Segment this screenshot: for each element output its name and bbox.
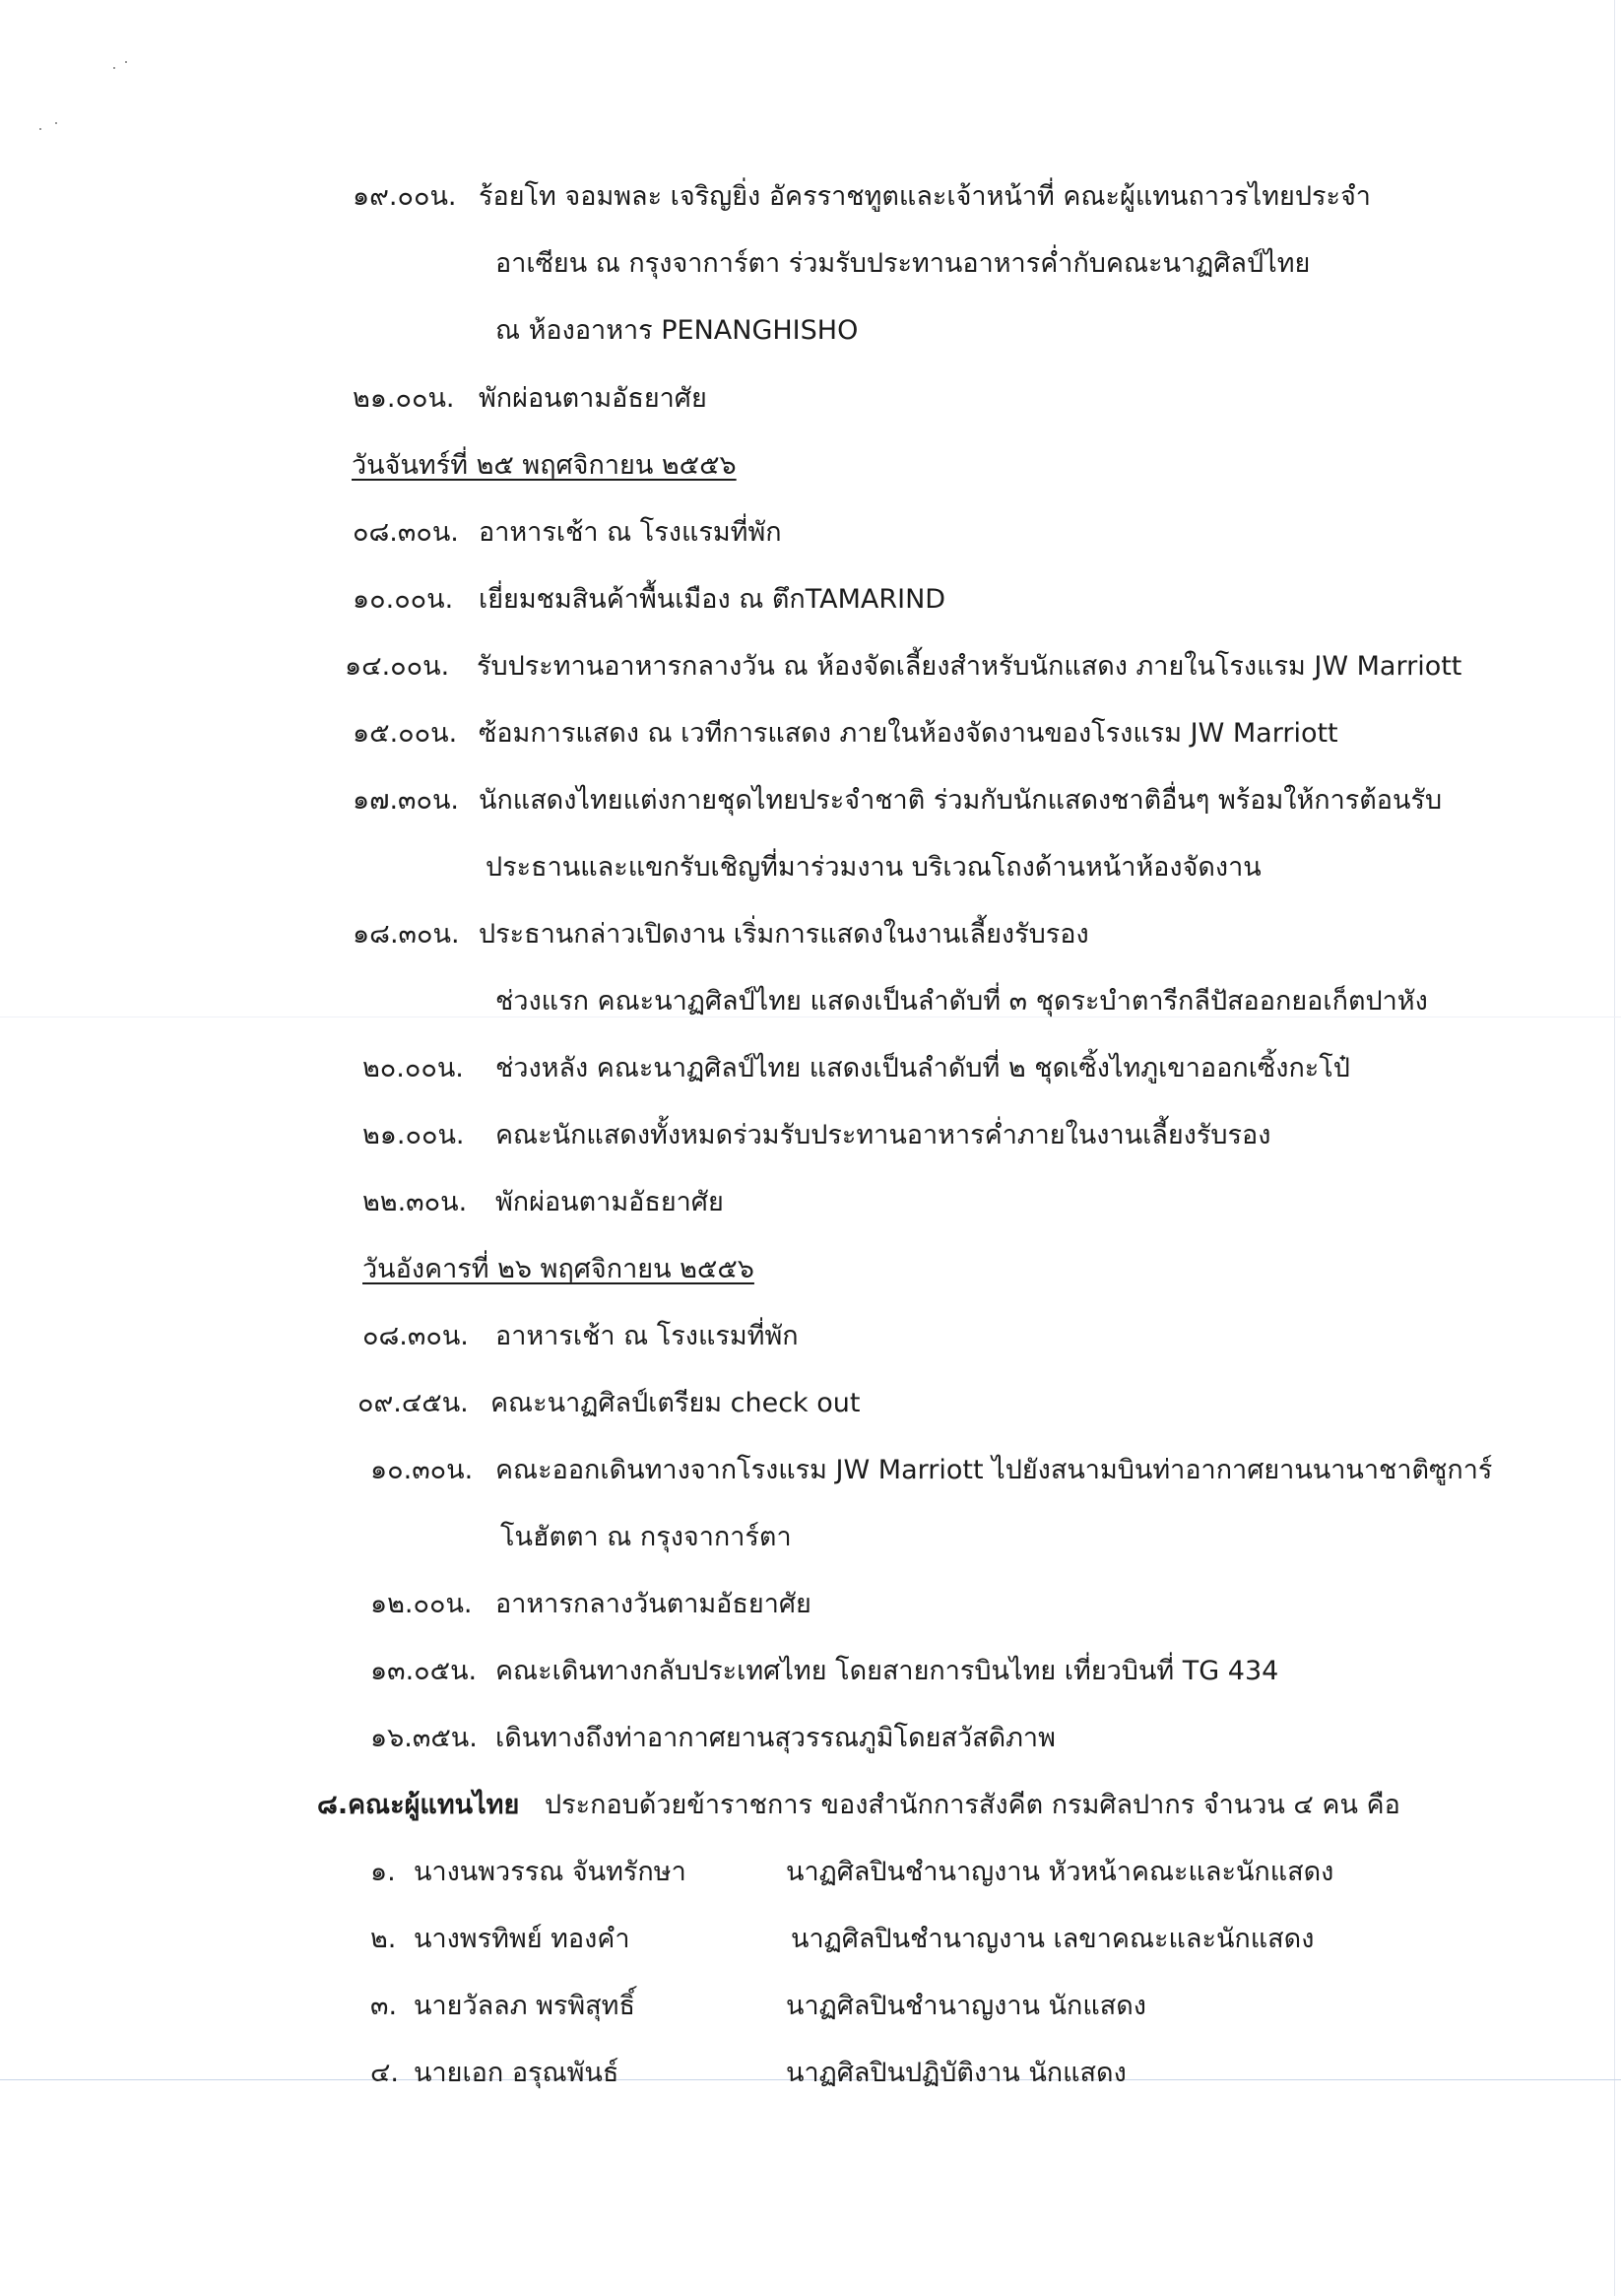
- schedule-time: ๐๙.๔๕น.: [357, 1388, 469, 1418]
- scan-speck: [113, 67, 115, 69]
- schedule-text: พักผ่อนตามอัธยาศัย: [479, 383, 707, 414]
- scan-speck: [39, 128, 41, 130]
- scan-speck: [125, 61, 127, 63]
- member-role: นาฏศิลปินชำนาญงาน นักแสดง: [786, 1991, 1146, 2021]
- scan-edge: [1614, 0, 1615, 2296]
- schedule-time: ๑๓.๐๕น.: [370, 1656, 478, 1686]
- schedule-text: ซ้อมการแสดง ณ เวทีการแสดง ภายในห้องจัดงานของโรงแรม JW Marriott: [479, 718, 1338, 749]
- schedule-time: ๑๐.๐๐น.: [353, 584, 454, 615]
- schedule-text: เดินทางถึงท่าอากาศยานสุวรรณภูมิโดยสวัสดิภาพ: [495, 1723, 1056, 1753]
- member-name: นายเอก อรุณพันธ์: [414, 2058, 619, 2088]
- scan-speck: [55, 122, 57, 124]
- schedule-time: ๐๘.๓๐น.: [362, 1321, 469, 1351]
- schedule-text: อาหารเช้า ณ โรงแรมที่พัก: [495, 1321, 799, 1351]
- delegation-description: ประกอบด้วยข้าราชการ ของสำนักการสังคีต กรมศิลปากร จำนวน ๔ คน คือ: [545, 1790, 1400, 1820]
- schedule-text: อาหารกลางวันตามอัธยาศัย: [495, 1589, 811, 1619]
- schedule-text: ช่วงหลัง คณะนาฏศิลป์ไทย แสดงเป็นลำดับที่ ๒ ชุดเซิ้งไทภูเขาออกเซิ้งกะโป๋: [495, 1053, 1350, 1083]
- member-name: นางพรทิพย์ ทองคำ: [414, 1924, 630, 1954]
- schedule-time: ๐๘.๓๐น.: [353, 517, 459, 548]
- schedule-time: ๑๔.๐๐น.: [345, 651, 450, 682]
- schedule-time: ๑๙.๐๐น.: [353, 181, 457, 212]
- member-number: ๑.: [370, 1857, 396, 1887]
- schedule-text: ร้อยโท จอมพละ เจริญยิ่ง อัครราชทูตและเจ้าหน้าที่ คณะผู้แทนถาวรไทยประจำ: [479, 181, 1371, 212]
- member-number: ๔.: [370, 2058, 400, 2088]
- delegation-title: คณะผู้แทนไทย: [348, 1790, 520, 1820]
- schedule-text: โนฮัตตา ณ กรุงจาการ์ตา: [500, 1522, 792, 1552]
- schedule-text: พักผ่อนตามอัธยาศัย: [495, 1187, 724, 1217]
- schedule-text: เยี่ยมชมสินค้าพื้นเมือง ณ ตึกTAMARIND: [479, 584, 946, 615]
- schedule-text: ประธานและแขกรับเชิญที่มาร่วมงาน บริเวณโถงด้านหน้าห้องจัดงาน: [486, 852, 1262, 883]
- member-role: นาฏศิลปินชำนาญงาน หัวหน้าคณะและนักแสดง: [786, 1857, 1334, 1887]
- member-role: นาฏศิลปินปฏิบัติงาน นักแสดง: [786, 2058, 1127, 2088]
- schedule-time: ๒๐.๐๐น.: [362, 1053, 464, 1083]
- schedule-time: ๒๒.๓๐น.: [362, 1187, 468, 1217]
- schedule-time: ๒๑.๐๐น.: [362, 1120, 465, 1150]
- schedule-time: ๑๐.๓๐น.: [370, 1455, 474, 1485]
- schedule-text: คณะออกเดินทางจากโรงแรม JW Marriott ไปยังสนามบินท่าอากาศยานนานาชาติซูการ์: [495, 1455, 1493, 1485]
- schedule-text: ประธานกล่าวเปิดงาน เริ่มการแสดงในงานเลี้ยงรับรอง: [479, 919, 1089, 950]
- schedule-time: ๑๒.๐๐น.: [370, 1589, 473, 1619]
- day-heading: วันอังคารที่ ๒๖ พฤศจิกายน ๒๕๕๖: [362, 1254, 754, 1284]
- schedule-text: นักแสดงไทยแต่งกายชุดไทยประจำชาติ ร่วมกับนักแสดงชาติอื่นๆ พร้อมให้การต้อนรับ: [479, 785, 1443, 816]
- schedule-time: ๑๘.๓๐น.: [353, 919, 460, 950]
- schedule-text: ณ ห้องอาหาร PENANGHISHO: [495, 315, 859, 346]
- member-name: นางนพวรรณ จันทรักษา: [414, 1857, 686, 1887]
- schedule-time: ๑๕.๐๐น.: [353, 718, 458, 749]
- schedule-text: คณะนาฏศิลป์เตรียม check out: [490, 1388, 861, 1418]
- schedule-time: ๒๑.๐๐น.: [353, 383, 455, 414]
- schedule-text: รับประทานอาหารกลางวัน ณ ห้องจัดเลี้ยงสำหรับนักแสดง ภายในโรงแรม JW Marriott: [477, 651, 1462, 682]
- schedule-text: ช่วงแรก คณะนาฏศิลป์ไทย แสดงเป็นลำดับที่ ๓ ชุดระบำตารีกลีปัสออกยอเก็ตปาหัง: [495, 986, 1428, 1017]
- schedule-text: คณะเดินทางกลับประเทศไทย โดยสายการบินไทย เที่ยวบินที่ TG 434: [495, 1656, 1279, 1686]
- member-number: ๓.: [370, 1991, 398, 2021]
- member-number: ๒.: [370, 1924, 397, 1954]
- schedule-text: อาเซียน ณ กรุงจาการ์ตา ร่วมรับประทานอาหารค่ำกับคณะนาฏศิลป์ไทย: [495, 248, 1311, 279]
- schedule-time: ๑๗.๓๐น.: [353, 785, 459, 816]
- schedule-text: อาหารเช้า ณ โรงแรมที่พัก: [479, 517, 782, 548]
- schedule-time: ๑๖.๓๕น.: [370, 1723, 478, 1753]
- schedule-text: คณะนักแสดงทั้งหมดร่วมรับประทานอาหารค่ำภายในงานเลี้ยงรับรอง: [495, 1120, 1271, 1150]
- member-name: นายวัลลภ พรพิสุทธิ์: [414, 1991, 635, 2021]
- member-role: นาฏศิลปินชำนาญงาน เลขาคณะและนักแสดง: [791, 1924, 1315, 1954]
- day-heading: วันจันทร์ที่ ๒๕ พฤศจิกายน ๒๕๕๖: [352, 450, 737, 481]
- section-number: ๘.: [317, 1790, 349, 1820]
